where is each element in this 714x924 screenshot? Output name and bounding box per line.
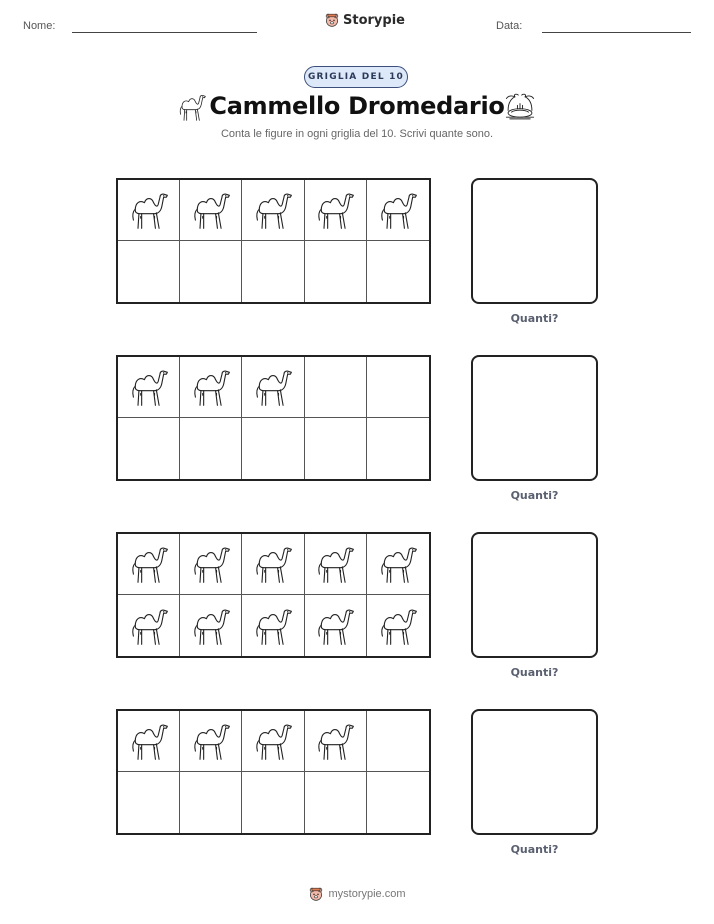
- answer-box-1[interactable]: [471, 178, 598, 304]
- frame-cell: [305, 418, 367, 479]
- frame-cell: [118, 711, 180, 772]
- camel-icon: [127, 542, 171, 586]
- frame-cell: [118, 418, 180, 479]
- camel-icon: [189, 604, 233, 648]
- ten-frame-1: [116, 178, 431, 304]
- frame-cell: [242, 418, 304, 479]
- answer-label-2: Quanti?: [510, 489, 559, 502]
- answer-box-2[interactable]: [471, 355, 598, 481]
- camel-icon: [251, 365, 295, 409]
- camel-icon: [251, 719, 295, 763]
- frame-cell: [305, 357, 367, 418]
- frame-cell: [180, 772, 242, 833]
- frame-cell: [242, 180, 304, 241]
- ten-frame-4: [116, 709, 431, 835]
- frame-cell: [305, 241, 367, 302]
- frame-cell: [118, 180, 180, 241]
- frame-cell: [367, 180, 429, 241]
- footer: [0, 886, 714, 902]
- answer-box-3[interactable]: [471, 532, 598, 658]
- camel-icon: [313, 542, 357, 586]
- camel-icon: [127, 365, 171, 409]
- camel-icon: [313, 719, 357, 763]
- brand-name: Storypie: [343, 12, 405, 28]
- frame-cell: [180, 418, 242, 479]
- frame-cell: [242, 357, 304, 418]
- page-title: Cammello Dromedario: [209, 92, 505, 120]
- frame-cell: [242, 241, 304, 302]
- frame-cell: [118, 241, 180, 302]
- camel-icon: [376, 604, 420, 648]
- answer-box-4[interactable]: [471, 709, 598, 835]
- date-line[interactable]: [542, 32, 691, 33]
- camel-icon: [376, 188, 420, 232]
- frame-cell: [305, 595, 367, 656]
- answer-label-4: Quanti?: [510, 843, 559, 856]
- camel-icon: [127, 604, 171, 648]
- camel-icon: [376, 542, 420, 586]
- frame-cell: [180, 534, 242, 595]
- frame-cell: [367, 241, 429, 302]
- storypie-mascot-icon: [324, 12, 340, 28]
- date-label: Data:: [496, 20, 523, 32]
- frame-cell: [118, 534, 180, 595]
- camel-icon: [313, 604, 357, 648]
- frame-cell: [242, 534, 304, 595]
- frame-cell: [180, 180, 242, 241]
- camel-icon: [189, 542, 233, 586]
- frame-cell: [367, 595, 429, 656]
- worksheet-type-badge: GRIGLIA DEL 10: [304, 66, 408, 88]
- instructions: Conta le figure in ogni griglia del 10. Scrivi quante sono.: [220, 128, 494, 140]
- ten-frame-2: [116, 355, 431, 481]
- frame-cell: [118, 595, 180, 656]
- frame-cell: [180, 241, 242, 302]
- camel-icon: [189, 365, 233, 409]
- frame-cell: [180, 357, 242, 418]
- camel-icon: [189, 719, 233, 763]
- ten-frame-3: [116, 532, 431, 658]
- oasis-icon: [503, 93, 537, 121]
- brand-logo: [324, 12, 405, 28]
- frame-cell: [367, 534, 429, 595]
- camel-icon: [251, 188, 295, 232]
- storypie-mascot-icon: [308, 886, 324, 902]
- name-line[interactable]: [72, 32, 257, 33]
- camel-icon: [189, 188, 233, 232]
- answer-label-3: Quanti?: [510, 666, 559, 679]
- frame-cell: [118, 357, 180, 418]
- frame-cell: [242, 595, 304, 656]
- frame-cell: [305, 534, 367, 595]
- frame-cell: [305, 180, 367, 241]
- frame-cell: [180, 595, 242, 656]
- camel-icon: [127, 719, 171, 763]
- frame-cell: [367, 418, 429, 479]
- camel-icon: [251, 604, 295, 648]
- camel-icon: [251, 542, 295, 586]
- frame-cell: [305, 711, 367, 772]
- answer-label-1: Quanti?: [510, 312, 559, 325]
- frame-cell: [305, 772, 367, 833]
- frame-cell: [242, 772, 304, 833]
- frame-cell: [242, 711, 304, 772]
- camel-icon: [127, 188, 171, 232]
- frame-cell: [180, 711, 242, 772]
- name-label: Nome:: [23, 20, 56, 32]
- frame-cell: [367, 711, 429, 772]
- frame-cell: [367, 357, 429, 418]
- frame-cell: [367, 772, 429, 833]
- footer-url: mystorypie.com: [328, 888, 406, 900]
- camel-icon: [313, 188, 357, 232]
- frame-cell: [118, 772, 180, 833]
